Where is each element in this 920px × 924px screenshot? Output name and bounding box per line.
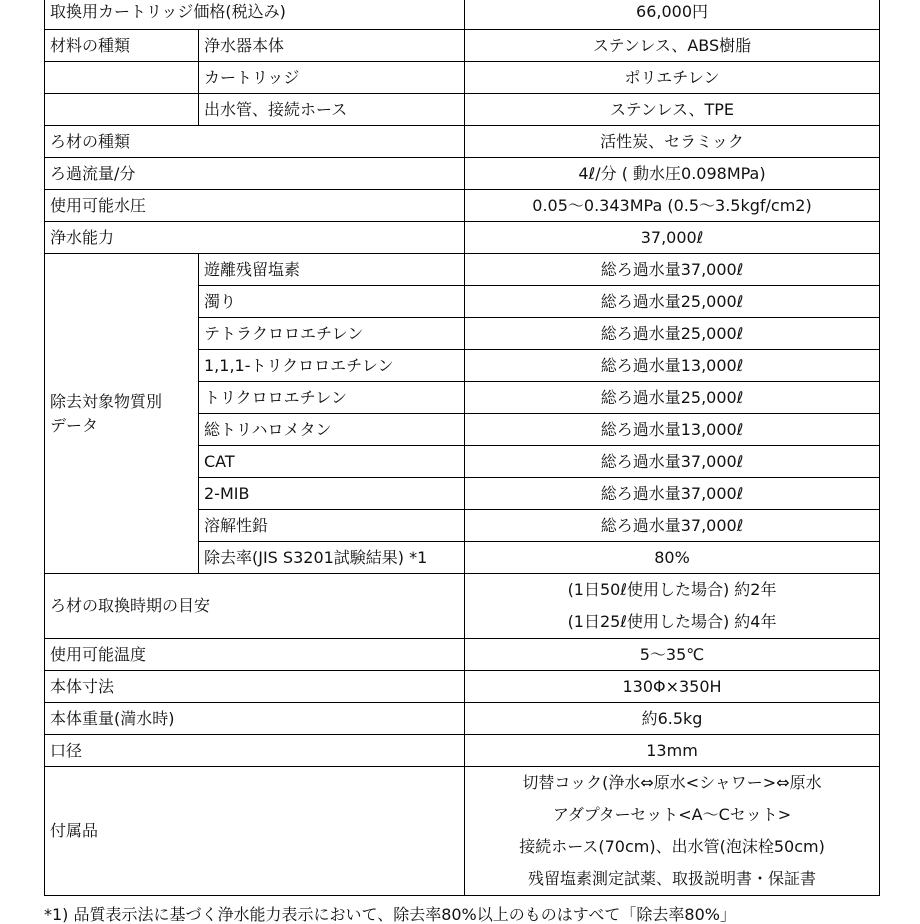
row-material-body [45,30,880,62]
row-removal-0 [45,254,880,286]
empty-cell [45,94,199,126]
label-weight: 本体重量(満水時) [45,703,465,735]
row-temperature [45,639,880,671]
row-capacity [45,222,880,254]
label-flow-rate: ろ過流量/分 [45,158,465,190]
spec-table [44,0,880,896]
label-removal [45,254,199,574]
row-material-hose [45,94,880,126]
label-cartridge-price: 取換用カートリッジ価格(税込み) [45,0,465,30]
removal-item-name: 2-MIB [199,478,465,510]
row-accessories [45,767,880,896]
value-replacement-line2: (1日25ℓ使用した場合) 約4年 [567,612,777,631]
row-pressure [45,190,880,222]
row-cartridge-price [45,0,880,30]
label-dimensions: 本体寸法 [45,671,465,703]
label-temperature: 使用可能温度 [45,639,465,671]
accessory-line: 切替コック(浄水⇔原水<シャワー>⇔原水 [522,773,822,792]
value-dimensions: 130Φ×350H [465,671,880,703]
value-pressure: 0.05～0.343MPa (0.5～3.5kgf/cm2) [465,190,880,222]
removal-item-value: 80% [465,542,880,574]
label-removal-line2: データ [50,415,99,435]
value-replacement-line1: (1日50ℓ使用した場合) 約2年 [567,580,777,599]
empty-cell [45,62,199,94]
value-weight: 約6.5kg [465,703,880,735]
removal-item-name: トリクロロエチレン [199,382,465,414]
removal-item-value: 総ろ過水量37,000ℓ [465,446,880,478]
row-bore [45,735,880,767]
value-material-body: ステンレス、ABS樹脂 [465,30,880,62]
removal-item-value: 総ろ過水量13,000ℓ [465,414,880,446]
accessory-line: アダプターセット<A～Cセット> [552,805,792,824]
label-accessories: 付属品 [45,767,465,896]
row-flow-rate [45,158,880,190]
value-capacity: 37,000ℓ [465,222,880,254]
label-material-body: 浄水器本体 [199,30,465,62]
value-accessories [465,767,880,896]
removal-item-name: テトラクロロエチレン [199,318,465,350]
row-filter-type [45,126,880,158]
removal-item-value: 総ろ過水量37,000ℓ [465,478,880,510]
removal-item-value: 総ろ過水量37,000ℓ [465,254,880,286]
row-dimensions [45,671,880,703]
footnote: *1) 品質表示法に基づく浄水能力表示において、除去率80%以上のものはすべて「除去率80%」 [44,905,736,924]
label-material-cartridge: カートリッジ [199,62,465,94]
label-capacity: 浄水能力 [45,222,465,254]
row-material-cartridge [45,62,880,94]
removal-item-name: 遊離残留塩素 [199,254,465,286]
label-filter-type: ろ材の種類 [45,126,465,158]
label-material: 材料の種類 [45,30,199,62]
removal-item-value: 総ろ過水量37,000ℓ [465,510,880,542]
removal-item-value: 総ろ過水量25,000ℓ [465,382,880,414]
label-removal-line1: 除去対象物質別 [50,391,163,411]
removal-item-name: 溶解性鉛 [199,510,465,542]
removal-item-name: CAT [199,446,465,478]
label-pressure: 使用可能水圧 [45,190,465,222]
removal-item-name: 総トリハロメタン [199,414,465,446]
value-replacement [465,574,880,639]
removal-item-name: 1,1,1-トリクロロエチレン [199,350,465,382]
accessory-line: 接続ホース(70cm)、出水管(泡沫栓50cm) [519,837,825,856]
label-material-hose: 出水管、接続ホース [199,94,465,126]
removal-item-value: 総ろ過水量25,000ℓ [465,318,880,350]
value-cartridge-price: 66,000円 [465,0,880,30]
value-flow-rate: 4ℓ/分 ( 動水圧0.098MPa) [465,158,880,190]
row-weight [45,703,880,735]
value-material-hose: ステンレス、TPE [465,94,880,126]
value-filter-type: 活性炭、セラミック [465,126,880,158]
value-material-cartridge: ポリエチレン [465,62,880,94]
removal-item-value: 総ろ過水量13,000ℓ [465,350,880,382]
removal-item-name: 濁り [199,286,465,318]
value-bore: 13mm [465,735,880,767]
removal-item-value: 総ろ過水量25,000ℓ [465,286,880,318]
label-bore: 口径 [45,735,465,767]
accessory-line: 残留塩素測定試薬、取扱説明書・保証書 [528,869,817,888]
label-replacement: ろ材の取換時期の目安 [45,574,465,639]
value-temperature: 5～35℃ [465,639,880,671]
row-replacement [45,574,880,639]
removal-item-name: 除去率(JIS S3201試験結果) *1 [199,542,465,574]
